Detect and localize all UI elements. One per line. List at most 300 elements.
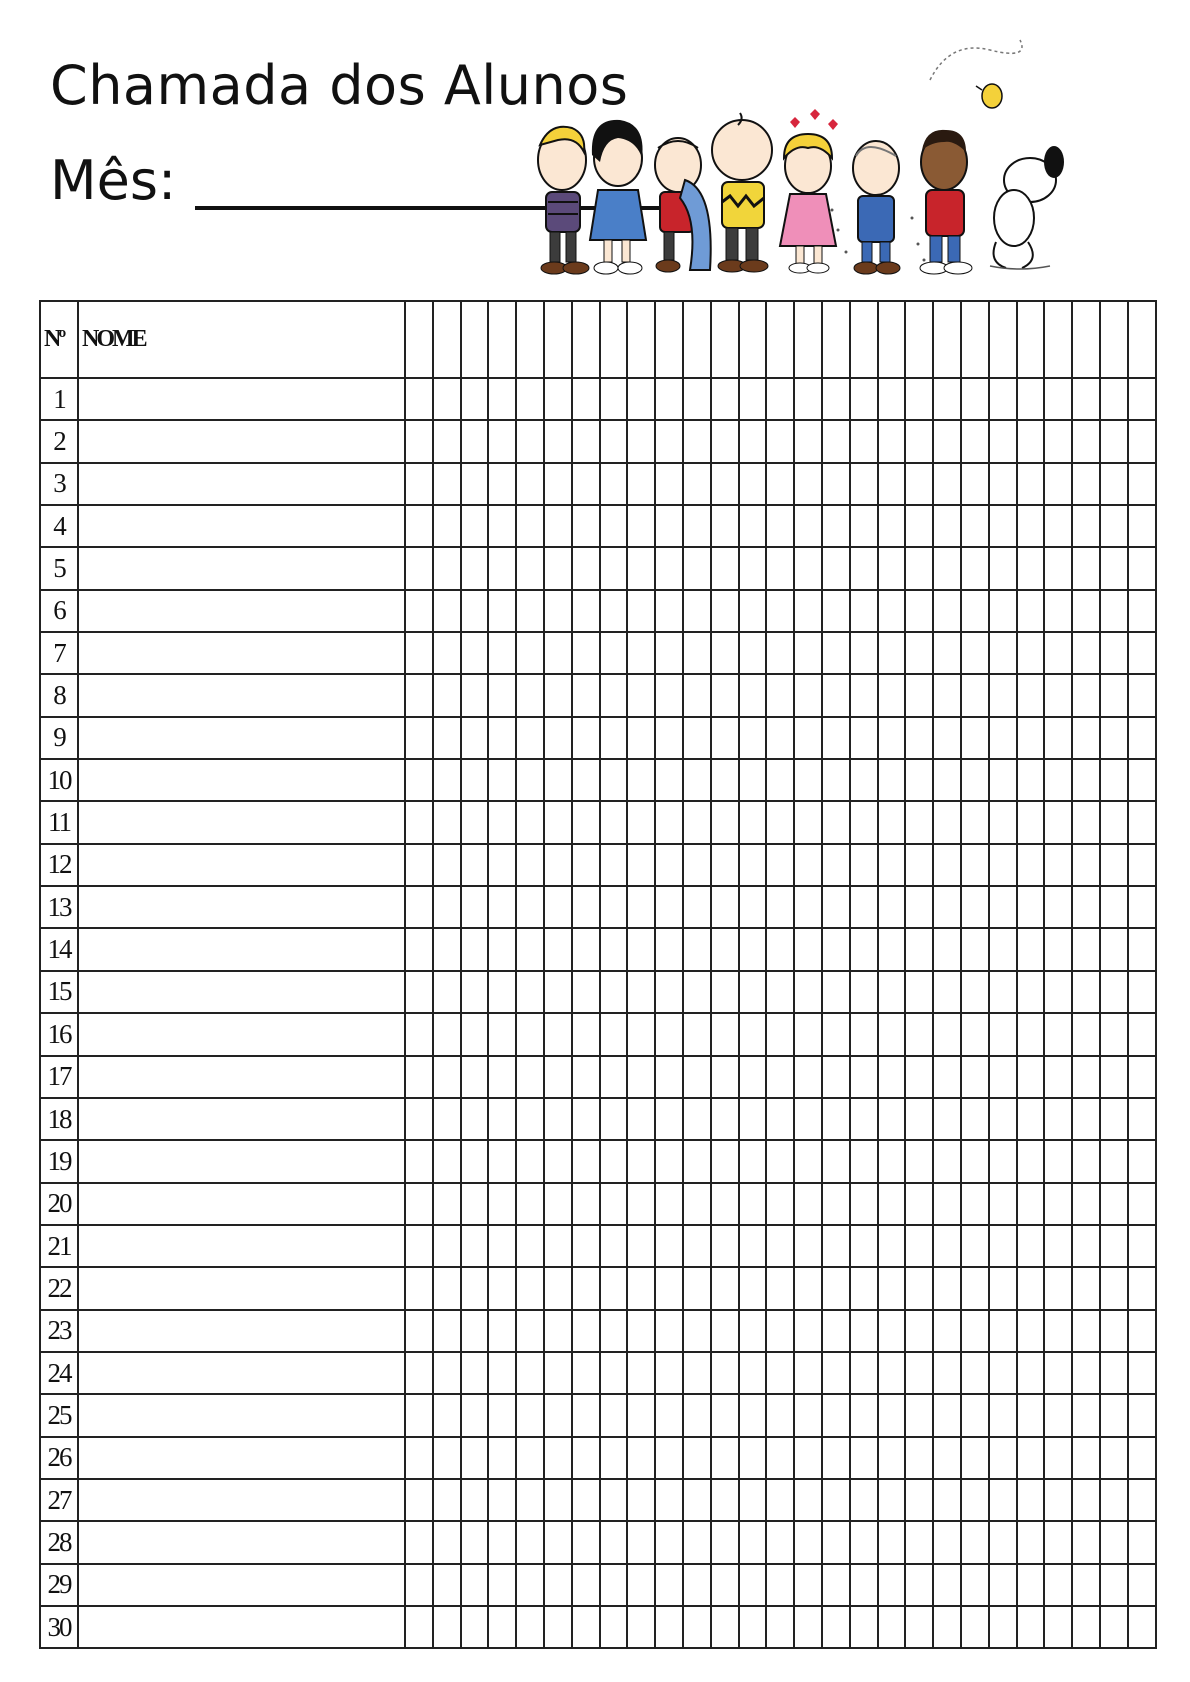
attendance-cell[interactable] (516, 1310, 544, 1352)
attendance-cell[interactable] (516, 1098, 544, 1140)
attendance-cell[interactable] (433, 1267, 461, 1309)
attendance-cell[interactable] (961, 547, 989, 589)
attendance-cell[interactable] (822, 1564, 850, 1606)
student-name-cell[interactable] (78, 1479, 405, 1521)
attendance-cell[interactable] (627, 759, 655, 801)
attendance-cell[interactable] (711, 1437, 739, 1479)
attendance-cell[interactable] (1128, 1183, 1156, 1225)
attendance-cell[interactable] (794, 1013, 822, 1055)
attendance-cell[interactable] (822, 1183, 850, 1225)
day-header-cell[interactable] (572, 301, 600, 378)
attendance-cell[interactable] (850, 1564, 878, 1606)
attendance-cell[interactable] (433, 1098, 461, 1140)
attendance-cell[interactable] (878, 759, 906, 801)
attendance-cell[interactable] (766, 505, 794, 547)
attendance-cell[interactable] (766, 1394, 794, 1436)
attendance-cell[interactable] (433, 886, 461, 928)
student-name-cell[interactable] (78, 1521, 405, 1563)
attendance-cell[interactable] (961, 1437, 989, 1479)
attendance-cell[interactable] (683, 1606, 711, 1648)
attendance-cell[interactable] (544, 632, 572, 674)
attendance-cell[interactable] (516, 1183, 544, 1225)
attendance-cell[interactable] (1072, 463, 1100, 505)
attendance-cell[interactable] (488, 632, 516, 674)
attendance-cell[interactable] (405, 1098, 433, 1140)
attendance-cell[interactable] (1072, 971, 1100, 1013)
attendance-cell[interactable] (850, 717, 878, 759)
attendance-cell[interactable] (433, 420, 461, 462)
attendance-cell[interactable] (461, 1564, 489, 1606)
attendance-cell[interactable] (766, 1437, 794, 1479)
attendance-cell[interactable] (1017, 928, 1045, 970)
day-header-cell[interactable] (683, 301, 711, 378)
attendance-cell[interactable] (1017, 1013, 1045, 1055)
attendance-cell[interactable] (766, 590, 794, 632)
attendance-cell[interactable] (711, 759, 739, 801)
attendance-cell[interactable] (822, 632, 850, 674)
attendance-cell[interactable] (878, 1310, 906, 1352)
attendance-cell[interactable] (1017, 1437, 1045, 1479)
student-name-cell[interactable] (78, 590, 405, 632)
attendance-cell[interactable] (405, 1564, 433, 1606)
attendance-cell[interactable] (461, 1479, 489, 1521)
attendance-cell[interactable] (794, 886, 822, 928)
attendance-cell[interactable] (878, 717, 906, 759)
day-header-cell[interactable] (1044, 301, 1072, 378)
attendance-cell[interactable] (878, 1564, 906, 1606)
attendance-cell[interactable] (933, 463, 961, 505)
attendance-cell[interactable] (1017, 1352, 1045, 1394)
attendance-cell[interactable] (516, 1225, 544, 1267)
attendance-cell[interactable] (600, 844, 628, 886)
attendance-cell[interactable] (405, 1521, 433, 1563)
attendance-cell[interactable] (655, 463, 683, 505)
attendance-cell[interactable] (1128, 1521, 1156, 1563)
attendance-cell[interactable] (572, 1564, 600, 1606)
attendance-cell[interactable] (655, 1606, 683, 1648)
attendance-cell[interactable] (766, 1225, 794, 1267)
attendance-cell[interactable] (933, 1521, 961, 1563)
attendance-cell[interactable] (488, 1394, 516, 1436)
day-header-cell[interactable] (1100, 301, 1128, 378)
attendance-cell[interactable] (850, 505, 878, 547)
attendance-cell[interactable] (572, 1394, 600, 1436)
attendance-cell[interactable] (433, 1564, 461, 1606)
attendance-cell[interactable] (1128, 1140, 1156, 1182)
attendance-cell[interactable] (878, 1183, 906, 1225)
attendance-cell[interactable] (488, 886, 516, 928)
attendance-cell[interactable] (405, 1225, 433, 1267)
attendance-cell[interactable] (711, 420, 739, 462)
attendance-cell[interactable] (850, 547, 878, 589)
attendance-cell[interactable] (766, 971, 794, 1013)
attendance-cell[interactable] (516, 1267, 544, 1309)
attendance-cell[interactable] (1017, 420, 1045, 462)
attendance-cell[interactable] (405, 505, 433, 547)
attendance-cell[interactable] (433, 1310, 461, 1352)
attendance-cell[interactable] (488, 801, 516, 843)
attendance-cell[interactable] (600, 1098, 628, 1140)
attendance-cell[interactable] (600, 463, 628, 505)
attendance-cell[interactable] (655, 1310, 683, 1352)
attendance-cell[interactable] (766, 463, 794, 505)
attendance-cell[interactable] (627, 632, 655, 674)
attendance-cell[interactable] (1128, 1606, 1156, 1648)
attendance-cell[interactable] (850, 971, 878, 1013)
attendance-cell[interactable] (794, 1140, 822, 1182)
attendance-cell[interactable] (600, 1352, 628, 1394)
attendance-cell[interactable] (1100, 844, 1128, 886)
attendance-cell[interactable] (488, 590, 516, 632)
attendance-cell[interactable] (600, 1606, 628, 1648)
attendance-cell[interactable] (516, 1352, 544, 1394)
attendance-cell[interactable] (461, 1225, 489, 1267)
attendance-cell[interactable] (1017, 1479, 1045, 1521)
attendance-cell[interactable] (1128, 971, 1156, 1013)
attendance-cell[interactable] (961, 1183, 989, 1225)
attendance-cell[interactable] (405, 886, 433, 928)
attendance-cell[interactable] (655, 420, 683, 462)
attendance-cell[interactable] (1100, 1056, 1128, 1098)
attendance-cell[interactable] (766, 1521, 794, 1563)
attendance-cell[interactable] (850, 1056, 878, 1098)
attendance-cell[interactable] (1044, 1479, 1072, 1521)
attendance-cell[interactable] (655, 844, 683, 886)
attendance-cell[interactable] (850, 1098, 878, 1140)
attendance-cell[interactable] (878, 844, 906, 886)
attendance-cell[interactable] (627, 1564, 655, 1606)
attendance-cell[interactable] (878, 1267, 906, 1309)
attendance-cell[interactable] (405, 1437, 433, 1479)
attendance-cell[interactable] (516, 1606, 544, 1648)
attendance-cell[interactable] (711, 674, 739, 716)
attendance-cell[interactable] (572, 1352, 600, 1394)
attendance-cell[interactable] (627, 590, 655, 632)
attendance-cell[interactable] (572, 547, 600, 589)
attendance-cell[interactable] (683, 1056, 711, 1098)
attendance-cell[interactable] (766, 801, 794, 843)
attendance-cell[interactable] (822, 1606, 850, 1648)
attendance-cell[interactable] (600, 1140, 628, 1182)
attendance-cell[interactable] (655, 378, 683, 420)
attendance-cell[interactable] (989, 1606, 1017, 1648)
attendance-cell[interactable] (627, 1437, 655, 1479)
attendance-cell[interactable] (627, 1183, 655, 1225)
attendance-cell[interactable] (572, 1479, 600, 1521)
attendance-cell[interactable] (516, 1140, 544, 1182)
attendance-cell[interactable] (1044, 632, 1072, 674)
attendance-cell[interactable] (905, 1267, 933, 1309)
attendance-cell[interactable] (1100, 1013, 1128, 1055)
attendance-cell[interactable] (1072, 717, 1100, 759)
attendance-cell[interactable] (516, 971, 544, 1013)
attendance-cell[interactable] (794, 1310, 822, 1352)
attendance-cell[interactable] (1128, 378, 1156, 420)
attendance-cell[interactable] (1128, 928, 1156, 970)
attendance-cell[interactable] (627, 463, 655, 505)
attendance-cell[interactable] (1072, 1479, 1100, 1521)
attendance-cell[interactable] (822, 547, 850, 589)
attendance-cell[interactable] (794, 632, 822, 674)
attendance-cell[interactable] (572, 971, 600, 1013)
attendance-cell[interactable] (933, 1606, 961, 1648)
attendance-cell[interactable] (794, 1564, 822, 1606)
attendance-cell[interactable] (794, 378, 822, 420)
attendance-cell[interactable] (961, 1521, 989, 1563)
attendance-cell[interactable] (488, 547, 516, 589)
attendance-cell[interactable] (544, 886, 572, 928)
attendance-cell[interactable] (933, 1352, 961, 1394)
attendance-cell[interactable] (711, 590, 739, 632)
attendance-cell[interactable] (989, 1437, 1017, 1479)
day-header-cell[interactable] (905, 301, 933, 378)
day-header-cell[interactable] (1072, 301, 1100, 378)
student-name-cell[interactable] (78, 463, 405, 505)
attendance-cell[interactable] (739, 1225, 767, 1267)
attendance-cell[interactable] (627, 1056, 655, 1098)
attendance-cell[interactable] (739, 463, 767, 505)
attendance-cell[interactable] (600, 801, 628, 843)
attendance-cell[interactable] (961, 717, 989, 759)
attendance-cell[interactable] (1072, 1606, 1100, 1648)
attendance-cell[interactable] (405, 632, 433, 674)
attendance-cell[interactable] (1128, 547, 1156, 589)
attendance-cell[interactable] (766, 886, 794, 928)
attendance-cell[interactable] (1017, 717, 1045, 759)
attendance-cell[interactable] (1072, 844, 1100, 886)
attendance-cell[interactable] (683, 1225, 711, 1267)
attendance-cell[interactable] (739, 1437, 767, 1479)
attendance-cell[interactable] (433, 1013, 461, 1055)
attendance-cell[interactable] (989, 1521, 1017, 1563)
attendance-cell[interactable] (766, 674, 794, 716)
attendance-cell[interactable] (488, 1564, 516, 1606)
attendance-cell[interactable] (572, 420, 600, 462)
attendance-cell[interactable] (766, 1140, 794, 1182)
student-name-cell[interactable] (78, 717, 405, 759)
student-name-cell[interactable] (78, 1056, 405, 1098)
attendance-cell[interactable] (989, 886, 1017, 928)
attendance-cell[interactable] (544, 801, 572, 843)
attendance-cell[interactable] (711, 1056, 739, 1098)
attendance-cell[interactable] (1100, 632, 1128, 674)
attendance-cell[interactable] (488, 1479, 516, 1521)
attendance-cell[interactable] (933, 971, 961, 1013)
attendance-cell[interactable] (794, 717, 822, 759)
attendance-cell[interactable] (850, 1479, 878, 1521)
attendance-cell[interactable] (655, 1140, 683, 1182)
attendance-cell[interactable] (461, 1310, 489, 1352)
attendance-cell[interactable] (600, 1437, 628, 1479)
student-name-cell[interactable] (78, 1310, 405, 1352)
attendance-cell[interactable] (933, 1098, 961, 1140)
attendance-cell[interactable] (655, 632, 683, 674)
attendance-cell[interactable] (683, 1394, 711, 1436)
attendance-cell[interactable] (739, 1564, 767, 1606)
attendance-cell[interactable] (905, 717, 933, 759)
attendance-cell[interactable] (822, 1521, 850, 1563)
attendance-cell[interactable] (655, 759, 683, 801)
attendance-cell[interactable] (1128, 759, 1156, 801)
day-header-cell[interactable] (516, 301, 544, 378)
day-header-cell[interactable] (600, 301, 628, 378)
student-name-cell[interactable] (78, 886, 405, 928)
attendance-cell[interactable] (1100, 1479, 1128, 1521)
student-name-cell[interactable] (78, 971, 405, 1013)
attendance-cell[interactable] (1017, 1098, 1045, 1140)
attendance-cell[interactable] (850, 844, 878, 886)
attendance-cell[interactable] (1100, 886, 1128, 928)
attendance-cell[interactable] (600, 590, 628, 632)
attendance-cell[interactable] (961, 1056, 989, 1098)
attendance-cell[interactable] (711, 505, 739, 547)
attendance-cell[interactable] (627, 1310, 655, 1352)
attendance-cell[interactable] (878, 1394, 906, 1436)
attendance-cell[interactable] (1128, 1225, 1156, 1267)
attendance-cell[interactable] (1100, 420, 1128, 462)
attendance-cell[interactable] (1044, 1056, 1072, 1098)
attendance-cell[interactable] (961, 801, 989, 843)
attendance-cell[interactable] (739, 674, 767, 716)
student-name-cell[interactable] (78, 1013, 405, 1055)
attendance-cell[interactable] (822, 1056, 850, 1098)
attendance-cell[interactable] (1017, 1056, 1045, 1098)
attendance-cell[interactable] (461, 971, 489, 1013)
attendance-cell[interactable] (1128, 1267, 1156, 1309)
attendance-cell[interactable] (933, 1183, 961, 1225)
attendance-cell[interactable] (989, 547, 1017, 589)
attendance-cell[interactable] (683, 505, 711, 547)
student-name-cell[interactable] (78, 844, 405, 886)
attendance-cell[interactable] (989, 1267, 1017, 1309)
attendance-cell[interactable] (433, 1394, 461, 1436)
attendance-cell[interactable] (433, 1437, 461, 1479)
attendance-cell[interactable] (516, 1437, 544, 1479)
attendance-cell[interactable] (850, 1267, 878, 1309)
attendance-cell[interactable] (822, 1013, 850, 1055)
attendance-cell[interactable] (655, 505, 683, 547)
attendance-cell[interactable] (572, 759, 600, 801)
attendance-cell[interactable] (822, 463, 850, 505)
attendance-cell[interactable] (572, 590, 600, 632)
attendance-cell[interactable] (1017, 801, 1045, 843)
attendance-cell[interactable] (961, 1310, 989, 1352)
student-name-cell[interactable] (78, 1606, 405, 1648)
attendance-cell[interactable] (822, 1140, 850, 1182)
attendance-cell[interactable] (405, 1394, 433, 1436)
attendance-cell[interactable] (683, 1352, 711, 1394)
attendance-cell[interactable] (794, 1479, 822, 1521)
attendance-cell[interactable] (544, 1056, 572, 1098)
attendance-cell[interactable] (405, 1140, 433, 1182)
attendance-cell[interactable] (1128, 886, 1156, 928)
attendance-cell[interactable] (878, 1013, 906, 1055)
attendance-cell[interactable] (1044, 1352, 1072, 1394)
attendance-cell[interactable] (794, 463, 822, 505)
student-name-cell[interactable] (78, 1394, 405, 1436)
attendance-cell[interactable] (433, 928, 461, 970)
attendance-cell[interactable] (655, 1225, 683, 1267)
attendance-cell[interactable] (627, 1521, 655, 1563)
attendance-cell[interactable] (711, 1140, 739, 1182)
attendance-cell[interactable] (1100, 1352, 1128, 1394)
attendance-cell[interactable] (1100, 1225, 1128, 1267)
attendance-cell[interactable] (766, 1352, 794, 1394)
attendance-cell[interactable] (961, 971, 989, 1013)
attendance-cell[interactable] (461, 717, 489, 759)
attendance-cell[interactable] (627, 1352, 655, 1394)
attendance-cell[interactable] (766, 1098, 794, 1140)
attendance-cell[interactable] (961, 420, 989, 462)
attendance-cell[interactable] (905, 1183, 933, 1225)
attendance-cell[interactable] (878, 463, 906, 505)
attendance-cell[interactable] (627, 1098, 655, 1140)
attendance-cell[interactable] (1017, 463, 1045, 505)
attendance-cell[interactable] (433, 1140, 461, 1182)
attendance-cell[interactable] (1100, 378, 1128, 420)
attendance-cell[interactable] (989, 844, 1017, 886)
attendance-cell[interactable] (544, 1437, 572, 1479)
attendance-cell[interactable] (461, 886, 489, 928)
attendance-cell[interactable] (878, 801, 906, 843)
attendance-cell[interactable] (1072, 1098, 1100, 1140)
attendance-cell[interactable] (739, 928, 767, 970)
attendance-cell[interactable] (600, 971, 628, 1013)
attendance-cell[interactable] (711, 463, 739, 505)
attendance-cell[interactable] (1072, 1564, 1100, 1606)
attendance-cell[interactable] (405, 590, 433, 632)
attendance-cell[interactable] (711, 928, 739, 970)
attendance-cell[interactable] (794, 1352, 822, 1394)
attendance-cell[interactable] (989, 1225, 1017, 1267)
attendance-cell[interactable] (794, 928, 822, 970)
attendance-cell[interactable] (739, 1098, 767, 1140)
attendance-cell[interactable] (1100, 547, 1128, 589)
day-header-cell[interactable] (461, 301, 489, 378)
day-header-cell[interactable] (933, 301, 961, 378)
attendance-cell[interactable] (544, 1564, 572, 1606)
attendance-cell[interactable] (989, 1394, 1017, 1436)
attendance-cell[interactable] (933, 1056, 961, 1098)
attendance-cell[interactable] (572, 844, 600, 886)
attendance-cell[interactable] (933, 632, 961, 674)
attendance-cell[interactable] (1072, 1394, 1100, 1436)
attendance-cell[interactable] (655, 590, 683, 632)
attendance-cell[interactable] (683, 547, 711, 589)
attendance-cell[interactable] (794, 1521, 822, 1563)
attendance-cell[interactable] (1128, 1437, 1156, 1479)
attendance-cell[interactable] (433, 1521, 461, 1563)
attendance-cell[interactable] (488, 717, 516, 759)
attendance-cell[interactable] (516, 1479, 544, 1521)
attendance-cell[interactable] (933, 505, 961, 547)
attendance-cell[interactable] (433, 844, 461, 886)
attendance-cell[interactable] (544, 674, 572, 716)
attendance-cell[interactable] (516, 801, 544, 843)
attendance-cell[interactable] (461, 1098, 489, 1140)
attendance-cell[interactable] (850, 886, 878, 928)
attendance-cell[interactable] (433, 1183, 461, 1225)
attendance-cell[interactable] (933, 674, 961, 716)
attendance-cell[interactable] (572, 1140, 600, 1182)
attendance-cell[interactable] (1100, 463, 1128, 505)
attendance-cell[interactable] (544, 1352, 572, 1394)
attendance-cell[interactable] (878, 1521, 906, 1563)
attendance-cell[interactable] (1128, 674, 1156, 716)
attendance-cell[interactable] (739, 632, 767, 674)
attendance-cell[interactable] (1072, 1267, 1100, 1309)
attendance-cell[interactable] (961, 632, 989, 674)
